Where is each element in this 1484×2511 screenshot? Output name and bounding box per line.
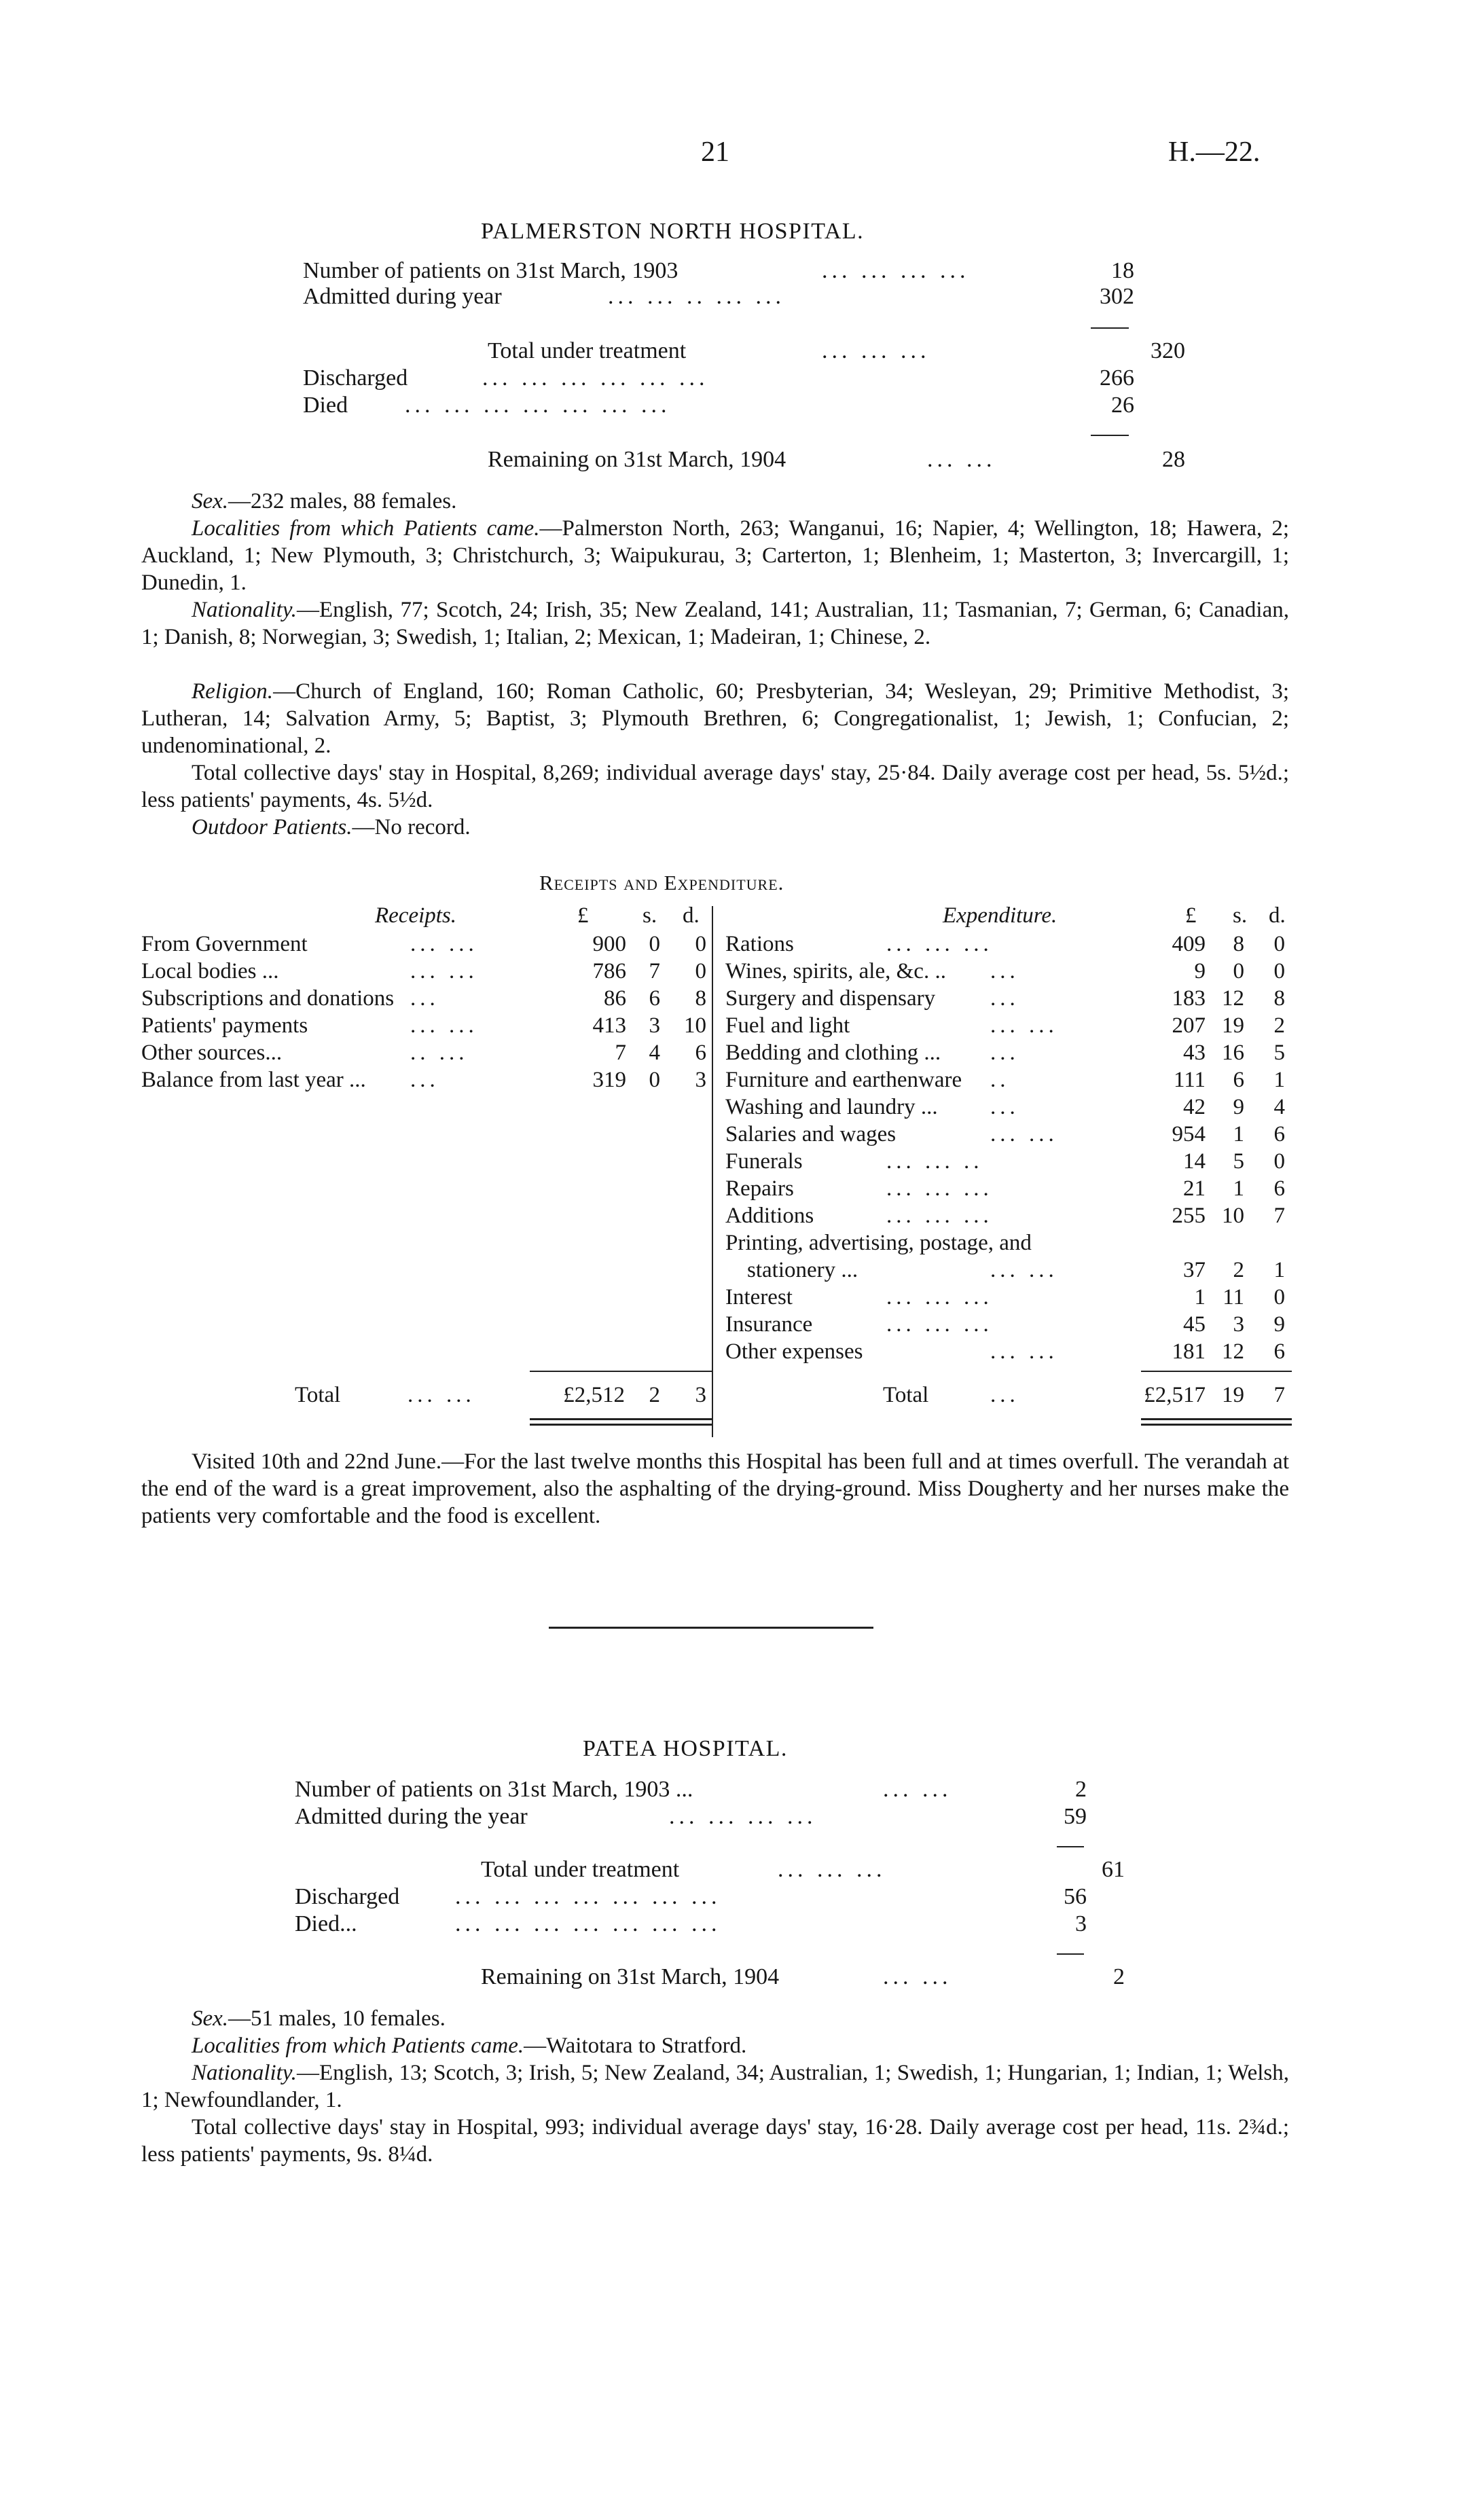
religion-text: —Church of England, 160; Roman Catholic, 60; Presbyterian, 34; Wesleyan, 29; Primitive Methodist, 3; Lutheran, 14; Salvation Army, 5; Baptist, 3; Plymouth Brethren, 6; Congregationalist, 1; Jewish, 1; Confucian, 2; undenominational, 2. bbox=[141, 679, 1289, 758]
stay-paragraph bbox=[141, 759, 1289, 814]
expenditure-label: Repairs bbox=[725, 1176, 794, 1201]
expenditure-shillings: 9 bbox=[1233, 1095, 1244, 1119]
receipt-label: From Government bbox=[141, 932, 308, 956]
stat-label: Admitted during year bbox=[303, 284, 502, 309]
expenditure-shillings: 11 bbox=[1223, 1285, 1244, 1309]
stat-dots: ... ... ... ... ... ... ... bbox=[405, 393, 671, 418]
sum-rule bbox=[1057, 1953, 1084, 1955]
expenditure-shillings: 5 bbox=[1233, 1149, 1244, 1174]
stat-total: 61 bbox=[1102, 1857, 1125, 1882]
visit-text: Visited 10th and 22nd June.—For the last twelve months this Hospital has been full and at times overfull. The verandah at the end of the ward is a great improvement, also the asphalting of the drying-ground. Miss Dougherty and her nurses make the patients very comfortable and the food is excellent. bbox=[141, 1449, 1289, 1528]
expenditure-label: Insurance bbox=[725, 1312, 813, 1337]
receipt-dots: ... ... bbox=[410, 932, 478, 956]
receipt-label: Subscriptions and donations bbox=[141, 986, 395, 1011]
receipts-heading: Receipts. bbox=[375, 903, 457, 928]
patea-stay-paragraph bbox=[141, 2114, 1289, 2168]
expenditure-total-pence: 7 bbox=[1273, 1383, 1285, 1407]
expenditure-label: Other expenses bbox=[725, 1339, 863, 1364]
receipt-label: Local bodies ... bbox=[141, 959, 279, 983]
stat-dots: ... ... ... ... bbox=[669, 1804, 817, 1829]
expenditure-shillings: 1 bbox=[1233, 1176, 1244, 1201]
sex-paragraph bbox=[141, 488, 1289, 515]
expenditure-pounds: 9 bbox=[1194, 959, 1206, 983]
patea-nationality-paragraph bbox=[141, 2059, 1289, 2114]
expenditure-label: Furniture and earthenware bbox=[725, 1068, 962, 1092]
receipt-shillings: 0 bbox=[649, 1068, 660, 1092]
expenditure-pounds: 255 bbox=[1172, 1204, 1206, 1228]
expenditure-label: Surgery and dispensary bbox=[725, 986, 936, 1011]
expenditure-total-dots: ... bbox=[990, 1383, 1019, 1407]
stat-total: 2 bbox=[1113, 1964, 1125, 1989]
receipts-total-label: Total bbox=[295, 1383, 341, 1407]
stat-dots: ... ... bbox=[883, 1964, 952, 1989]
receipt-label: Balance from last year ... bbox=[141, 1068, 366, 1092]
sex-text: —51 males, 10 females. bbox=[228, 2006, 446, 2031]
sum-rule bbox=[1091, 435, 1129, 436]
localities-label: Localities from which Patients came. bbox=[192, 2034, 524, 2058]
expenditure-pence: 5 bbox=[1273, 1041, 1285, 1065]
stat-label: Total under treatment bbox=[488, 338, 687, 363]
receipts-total-pence: 3 bbox=[695, 1383, 706, 1407]
expenditure-sum-rule bbox=[1141, 1371, 1292, 1372]
stat-total: 320 bbox=[1151, 338, 1185, 363]
expenditure-pounds: 45 bbox=[1183, 1312, 1206, 1337]
stat-label: Remaining on 31st March, 1904 bbox=[481, 1964, 780, 1989]
expenditure-pence: 0 bbox=[1273, 1149, 1285, 1174]
expenditure-pence: 1 bbox=[1273, 1068, 1285, 1092]
localities-text: —Palmerston North, 263; Wanganui, 16; Napier, 4; Wellington, 18; Hawera, 2; Auckland, 1; New Plymouth, 3; Christchurch, 3; Waipukurau, 3; Carterton, 1; Blenheim, 1; Masterton, 3; Invercargill, 1; Dunedin, 1. bbox=[141, 516, 1289, 595]
receipt-dots: ... bbox=[410, 986, 439, 1011]
patea-title: PATEA HOSPITAL. bbox=[583, 1736, 788, 1761]
expenditure-label: Rations bbox=[725, 932, 794, 956]
stay-text: Total collective days' stay in Hospital, 993; individual average days' stay, 16·28. Daily average cost per head, 11s. 2¾d.; less patients' payments, 9s. 8¼d. bbox=[141, 2115, 1289, 2167]
expenditure-pence: 0 bbox=[1273, 932, 1285, 956]
receipt-label: Patients' payments bbox=[141, 1013, 308, 1038]
religion-paragraph bbox=[141, 678, 1289, 759]
expenditure-pence: 6 bbox=[1273, 1122, 1285, 1146]
stat-label: Died... bbox=[295, 1911, 357, 1936]
expenditure-pence: 6 bbox=[1273, 1176, 1285, 1201]
stat-dots: ... ... bbox=[927, 447, 996, 472]
stat-dots: ... ... ... ... ... ... ... bbox=[455, 1884, 721, 1909]
expenditure-dots: ... ... ... bbox=[886, 1176, 993, 1201]
expenditure-dots: .. bbox=[990, 1068, 1010, 1092]
expenditure-pounds: 111 bbox=[1173, 1068, 1206, 1092]
expenditure-pence: 8 bbox=[1273, 986, 1285, 1011]
expenditure-pence: 0 bbox=[1273, 1285, 1285, 1309]
expenditure-shillings: 19 bbox=[1222, 1013, 1244, 1038]
receipts-total-double-rule bbox=[530, 1424, 712, 1426]
expenditure-pounds: 43 bbox=[1183, 1041, 1206, 1065]
patea-sex-paragraph bbox=[141, 2005, 1289, 2032]
stat-dots: ... ... ... ... ... ... bbox=[482, 365, 709, 391]
receipts-total-shillings: 2 bbox=[649, 1383, 660, 1407]
receipt-shillings: 4 bbox=[649, 1041, 660, 1065]
expenditure-pounds: 42 bbox=[1183, 1095, 1206, 1119]
expenditure-dots: ... ... ... bbox=[886, 1312, 993, 1337]
visit-paragraph bbox=[141, 1448, 1289, 1530]
stat-value: 2 bbox=[1075, 1777, 1087, 1802]
expenditure-label: Funerals bbox=[725, 1149, 803, 1174]
stat-label: Admitted during the year bbox=[295, 1804, 528, 1829]
nationality-paragraph bbox=[141, 596, 1289, 651]
receipt-pounds: 319 bbox=[592, 1068, 626, 1092]
receipt-dots: .. ... bbox=[410, 1041, 469, 1065]
localities-label: Localities from which Patients came. bbox=[192, 516, 540, 541]
expenditure-shillings: 8 bbox=[1233, 932, 1244, 956]
expenditure-dots: ... ... bbox=[990, 1122, 1058, 1146]
expenditure-shillings: 1 bbox=[1233, 1122, 1244, 1146]
receipt-shillings: 7 bbox=[649, 959, 660, 983]
section-separator bbox=[549, 1627, 873, 1629]
expenditure-shillings: 6 bbox=[1233, 1068, 1244, 1092]
sum-rule bbox=[1091, 327, 1129, 329]
stat-dots: ... ... .. ... ... bbox=[608, 284, 785, 309]
patea-localities-paragraph bbox=[141, 2032, 1289, 2059]
stat-label: Number of patients on 31st March, 1903 bbox=[303, 258, 678, 283]
expenditure-label: Washing and laundry ... bbox=[725, 1095, 938, 1119]
expenditure-shillings: 0 bbox=[1233, 959, 1244, 983]
religion-label: Religion. bbox=[192, 679, 274, 704]
expenditure-pounds: 37 bbox=[1183, 1258, 1206, 1282]
receipt-dots: ... ... bbox=[410, 959, 478, 983]
expenditure-dots: ... ... ... bbox=[886, 932, 993, 956]
stat-dots: ... ... ... bbox=[822, 338, 930, 363]
expenditure-shillings: 12 bbox=[1222, 986, 1244, 1011]
receipt-pence: 10 bbox=[684, 1013, 706, 1038]
stat-label: Number of patients on 31st March, 1903 ... bbox=[295, 1777, 693, 1802]
outdoor-paragraph bbox=[141, 814, 1289, 841]
expenditure-dots: ... ... bbox=[990, 1339, 1058, 1364]
expenditure-shillings: 10 bbox=[1222, 1204, 1244, 1228]
expenditure-dots: ... ... bbox=[990, 1013, 1058, 1038]
receipt-dots: ... ... bbox=[410, 1013, 478, 1038]
stat-dots: ... ... ... ... bbox=[822, 258, 970, 283]
stat-value: 26 bbox=[1111, 393, 1134, 418]
receipt-pence: 0 bbox=[695, 959, 706, 983]
expenditure-pence: 7 bbox=[1273, 1204, 1285, 1228]
receipt-pence: 8 bbox=[695, 986, 706, 1011]
expenditure-pounds: 183 bbox=[1172, 986, 1206, 1011]
expenditure-shillings: 16 bbox=[1222, 1041, 1244, 1065]
nationality-text: —English, 77; Scotch, 24; Irish, 35; New Zealand, 141; Australian, 11; Tasmanian, 7; German, 6; Canadian, 1; Danish, 8; Norwegian, 3; Swedish, 1; Italian, 2; Mexican, 1; Madeiran, 1; Chinese, 2. bbox=[141, 598, 1289, 649]
stay-text: Total collective days' stay in Hospital, 8,269; individual average days' stay, 25·84. Daily average cost per head, 5s. 5½d.; less patients' payments, 4s. 5½d. bbox=[141, 761, 1289, 812]
stat-dots: ... ... bbox=[883, 1777, 952, 1802]
expenditure-label: Fuel and light bbox=[725, 1013, 850, 1038]
expenditure-pounds: 14 bbox=[1183, 1149, 1206, 1174]
expenditure-shillings: 3 bbox=[1233, 1312, 1244, 1337]
expenditure-pounds: 181 bbox=[1172, 1339, 1206, 1364]
expenditure-total-pounds: £2,517 bbox=[1144, 1383, 1206, 1407]
expenditure-s-head: s. bbox=[1233, 903, 1248, 928]
expenditure-dots: ... ... ... bbox=[886, 1285, 993, 1309]
stat-label: Total under treatment bbox=[481, 1857, 680, 1882]
stat-value: 302 bbox=[1100, 284, 1134, 309]
sex-label: Sex. bbox=[192, 489, 229, 513]
receipts-sum-rule bbox=[530, 1371, 712, 1372]
expenditure-dots: ... bbox=[990, 1095, 1019, 1119]
receipt-dots: ... bbox=[410, 1068, 439, 1092]
stat-value: 18 bbox=[1111, 258, 1134, 283]
expenditure-label: Salaries and wages bbox=[725, 1122, 897, 1146]
expenditure-pounds: 954 bbox=[1172, 1122, 1206, 1146]
expenditure-pounds: 207 bbox=[1172, 1013, 1206, 1038]
receipts-total-double-rule bbox=[530, 1418, 712, 1420]
receipts-s-head: s. bbox=[643, 903, 657, 928]
expenditure-dots: ... ... ... bbox=[886, 1204, 993, 1228]
sex-text: —232 males, 88 females. bbox=[228, 489, 457, 513]
stat-label: Remaining on 31st March, 1904 bbox=[488, 447, 786, 472]
outdoor-text: —No record. bbox=[352, 815, 471, 839]
receipt-shillings: 6 bbox=[649, 986, 660, 1011]
receipt-label: Other sources... bbox=[141, 1041, 283, 1065]
expenditure-pounds: 1 bbox=[1194, 1285, 1206, 1309]
receipt-pounds: 413 bbox=[592, 1013, 626, 1038]
localities-text: —Waitotara to Stratford. bbox=[524, 2034, 747, 2058]
receipts-pound-head: £ bbox=[577, 903, 589, 928]
receipt-pence: 6 bbox=[695, 1041, 706, 1065]
expenditure-pounds: 21 bbox=[1183, 1176, 1206, 1201]
stat-label: Discharged bbox=[295, 1884, 400, 1909]
expenditure-dots: ... bbox=[990, 986, 1019, 1011]
expenditure-shillings: 12 bbox=[1222, 1339, 1244, 1364]
expenditure-pence: 4 bbox=[1273, 1095, 1285, 1119]
expenditure-dots: ... ... bbox=[990, 1258, 1058, 1282]
nationality-text: —English, 13; Scotch, 3; Irish, 5; New Zealand, 34; Australian, 1; Swedish, 1; Hungarian, 1; Indian, 1; Welsh, 1; Newfoundlander, 1. bbox=[141, 2061, 1289, 2112]
document-reference: H.—22. bbox=[1168, 137, 1261, 168]
palmerston-title: PALMERSTON NORTH HOSPITAL. bbox=[481, 219, 865, 244]
stat-dots: ... ... ... ... ... ... ... bbox=[455, 1911, 721, 1936]
nationality-label: Nationality. bbox=[192, 598, 297, 622]
finance-divider bbox=[712, 906, 713, 1437]
expenditure-label: Wines, spirits, ale, &c. .. bbox=[725, 959, 946, 983]
receipts-total-pounds: £2,512 bbox=[563, 1383, 625, 1407]
expenditure-total-double-rule bbox=[1141, 1424, 1292, 1426]
nationality-label: Nationality. bbox=[192, 2061, 297, 2085]
expenditure-total-shillings: 19 bbox=[1222, 1383, 1244, 1407]
receipts-d-head: d. bbox=[683, 903, 700, 928]
expenditure-pence: 6 bbox=[1273, 1339, 1285, 1364]
stat-label: Discharged bbox=[303, 365, 408, 391]
sum-rule bbox=[1057, 1846, 1084, 1847]
expenditure-label: Interest bbox=[725, 1285, 793, 1309]
receipt-pence: 3 bbox=[695, 1068, 706, 1092]
stat-label: Died bbox=[303, 393, 348, 418]
stat-value: 266 bbox=[1100, 365, 1134, 391]
sex-label: Sex. bbox=[192, 2006, 229, 2031]
expenditure-total-double-rule bbox=[1141, 1418, 1292, 1420]
expenditure-pence: 2 bbox=[1273, 1013, 1285, 1038]
receipt-pounds: 786 bbox=[592, 959, 626, 983]
expenditure-pounds: 409 bbox=[1172, 932, 1206, 956]
expenditure-dots: ... bbox=[990, 959, 1019, 983]
expenditure-pence: 9 bbox=[1273, 1312, 1285, 1337]
expenditure-label: Printing, advertising, postage, and bbox=[725, 1231, 1032, 1255]
expenditure-pence: 0 bbox=[1273, 959, 1285, 983]
expenditure-total-label: Total bbox=[883, 1383, 929, 1407]
localities-paragraph bbox=[141, 515, 1289, 596]
stat-dots: ... ... ... bbox=[778, 1857, 886, 1882]
page-number: 21 bbox=[701, 137, 729, 168]
stat-value: 56 bbox=[1064, 1884, 1087, 1909]
expenditure-label: Bedding and clothing ... bbox=[725, 1041, 941, 1065]
expenditure-dots: ... bbox=[990, 1041, 1019, 1065]
outdoor-label: Outdoor Patients. bbox=[192, 815, 352, 839]
expenditure-shillings: 2 bbox=[1233, 1258, 1244, 1282]
stat-value: 59 bbox=[1064, 1804, 1087, 1829]
expenditure-pence: 1 bbox=[1273, 1258, 1285, 1282]
finance-heading: Receipts and Expenditure. bbox=[539, 871, 784, 895]
expenditure-label: stationery ... bbox=[747, 1258, 858, 1282]
receipt-pence: 0 bbox=[695, 932, 706, 956]
receipt-pounds: 900 bbox=[592, 932, 626, 956]
expenditure-dots: ... ... .. bbox=[886, 1149, 983, 1174]
receipt-shillings: 0 bbox=[649, 932, 660, 956]
receipt-pounds: 7 bbox=[615, 1041, 626, 1065]
stat-total: 28 bbox=[1162, 447, 1185, 472]
receipt-shillings: 3 bbox=[649, 1013, 660, 1038]
expenditure-label: Additions bbox=[725, 1204, 814, 1228]
receipts-total-dots: ... ... bbox=[408, 1383, 475, 1407]
expenditure-pound-head: £ bbox=[1185, 903, 1197, 928]
expenditure-heading: Expenditure. bbox=[943, 903, 1057, 928]
expenditure-d-head: d. bbox=[1269, 903, 1286, 928]
receipt-pounds: 86 bbox=[604, 986, 626, 1011]
stat-value: 3 bbox=[1075, 1911, 1087, 1936]
